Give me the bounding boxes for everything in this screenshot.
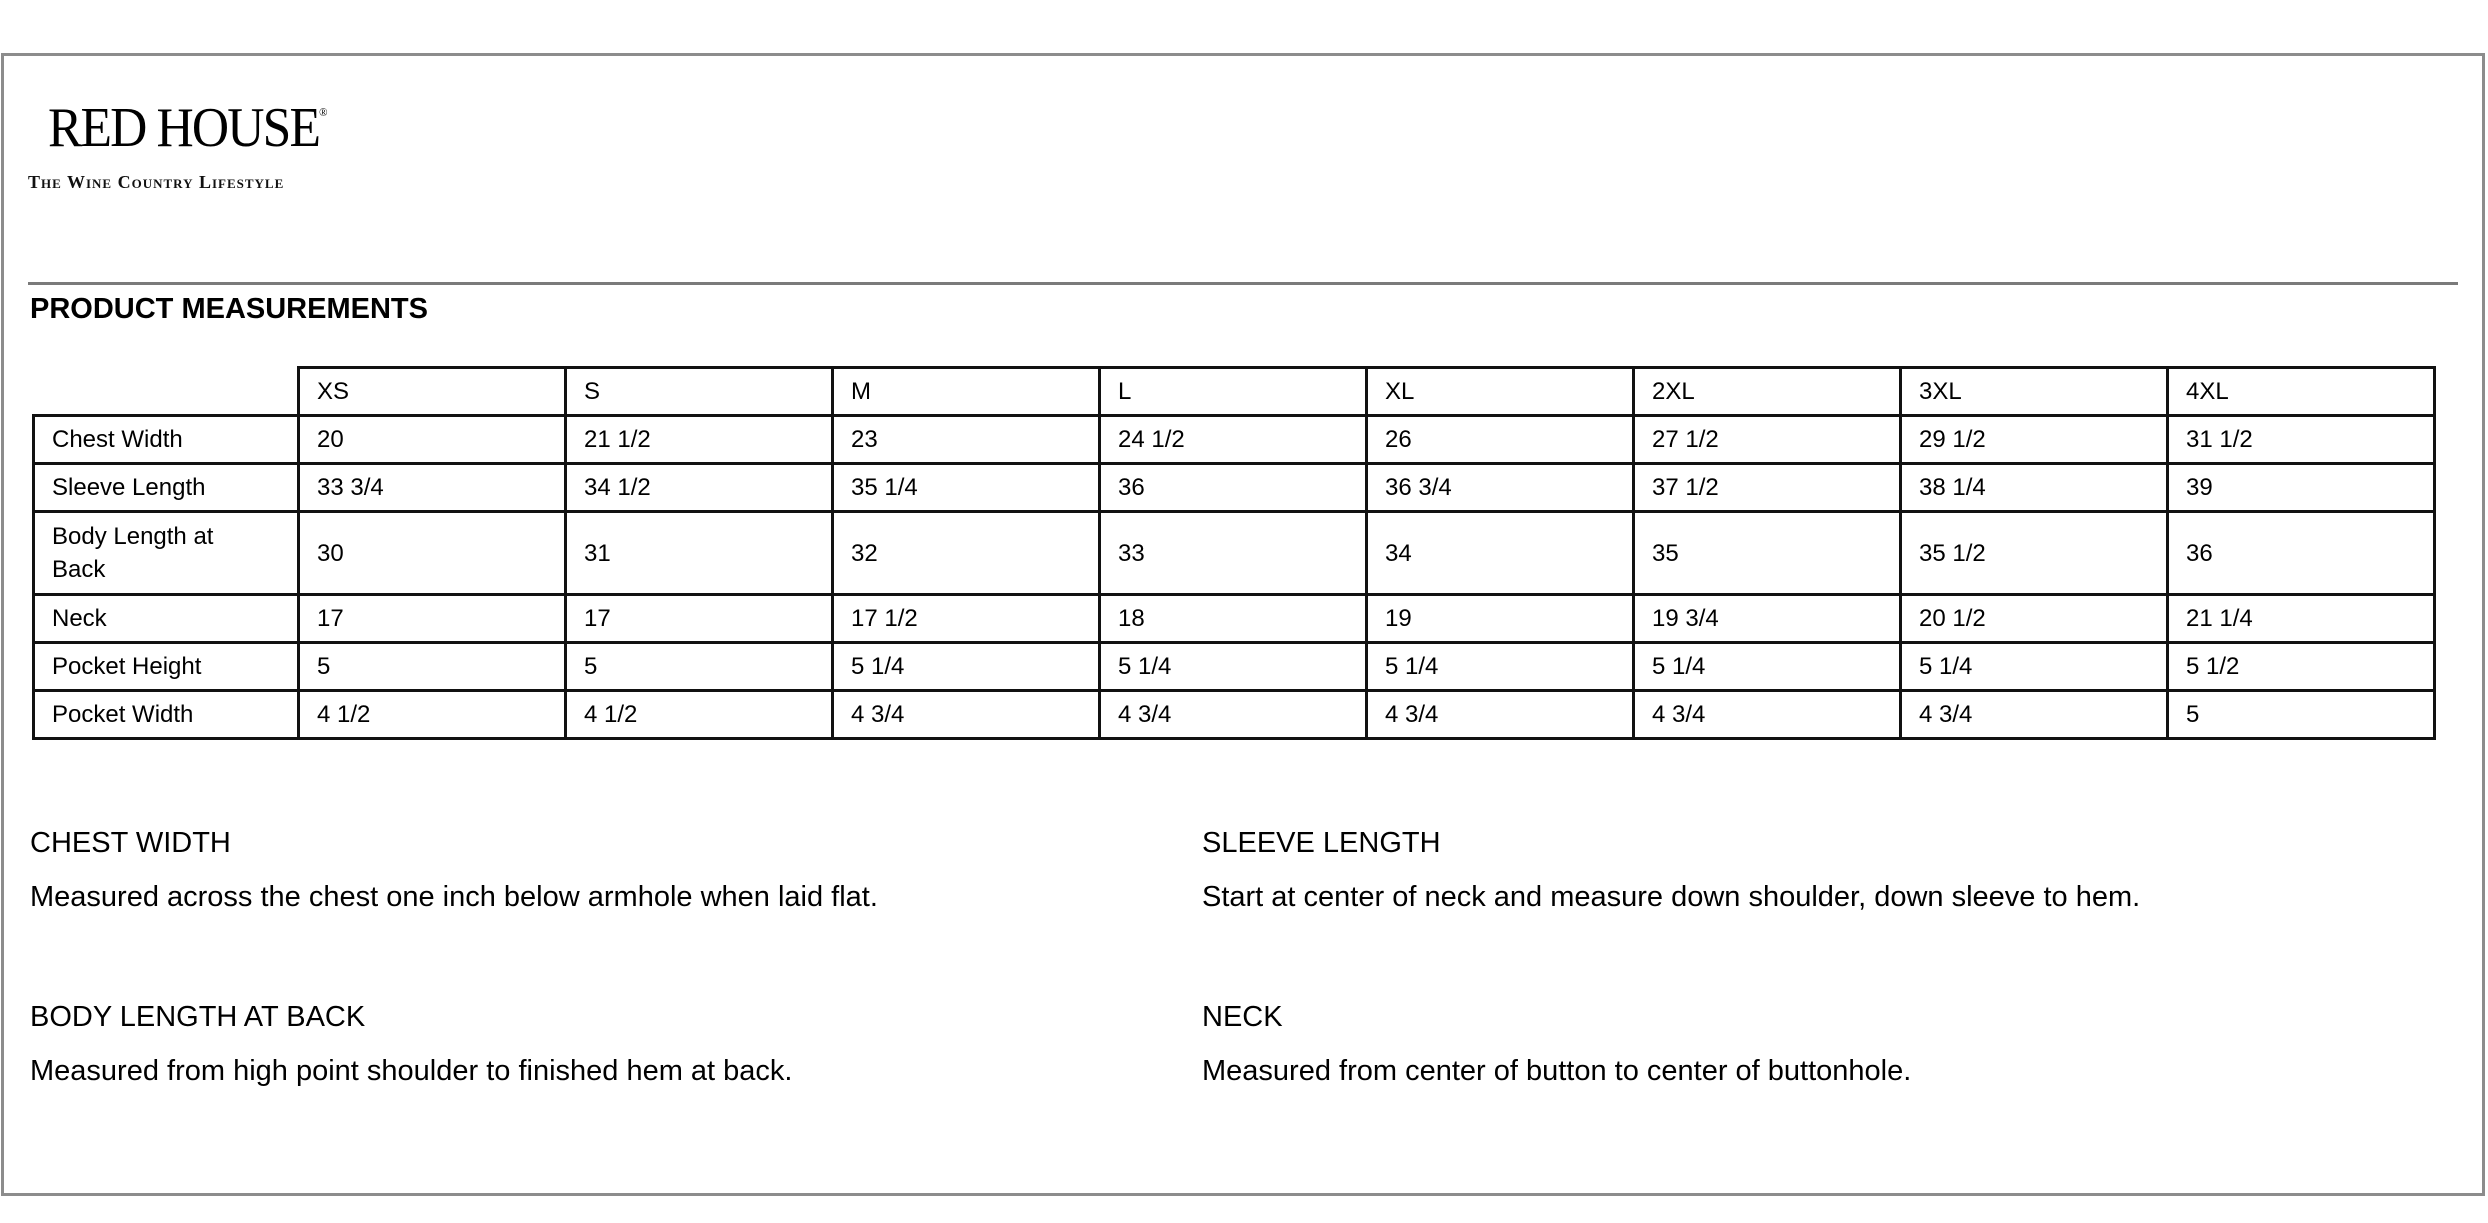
logo-wordmark-text: RED HOUSE [48,97,320,159]
section-title: PRODUCT MEASUREMENTS [30,293,428,325]
table-cell: 4 3/4 [1901,691,2168,739]
table-cell: 31 [566,512,833,595]
table-row [34,643,2435,691]
sleeve-length-description [1202,828,2302,914]
table-cell: 5 1/4 [1634,643,1901,691]
registered-mark: ® [319,105,328,119]
column-header: L [1100,368,1367,416]
table-cell: 38 1/4 [1901,464,2168,512]
logo-wordmark [48,97,328,159]
neck-description [1202,1002,2302,1088]
table-cell: 5 [566,643,833,691]
table-cell: 33 [1100,512,1367,595]
column-header: M [833,368,1100,416]
table-cell: 30 [299,512,566,595]
table-cell: 4 3/4 [1100,691,1367,739]
table-cell: 4 1/2 [299,691,566,739]
table-cell: 5 [2168,691,2435,739]
table-cell: 17 [299,595,566,643]
row-label: Neck [34,595,299,643]
table-cell: 31 1/2 [2168,416,2435,464]
body-length-description [30,1002,1130,1088]
table-cell: 23 [833,416,1100,464]
table-cell: 26 [1367,416,1634,464]
table-cell: 5 [299,643,566,691]
table-cell: 5 1/4 [1367,643,1634,691]
table-cell: 33 3/4 [299,464,566,512]
table-cell: 4 3/4 [1634,691,1901,739]
table-cell: 4 3/4 [1367,691,1634,739]
table-cell: 32 [833,512,1100,595]
description-text: Measured from center of button to center of buttonhole. [1202,1054,1912,1087]
row-label: Body Length at Back [34,512,299,595]
column-header: 3XL [1901,368,2168,416]
table-corner-cell [34,368,299,416]
column-header: XL [1367,368,1634,416]
table-cell: 36 3/4 [1367,464,1634,512]
table-row [34,691,2435,739]
table-cell: 5 1/4 [1100,643,1367,691]
table-cell: 5 1/2 [2168,643,2435,691]
table-cell: 4 1/2 [566,691,833,739]
table-cell: 35 1/4 [833,464,1100,512]
table-cell: 19 3/4 [1634,595,1901,643]
description-heading: CHEST WIDTH [30,827,231,859]
description-text: Measured across the chest one inch below armhole when laid flat. [30,880,878,913]
table-cell: 27 1/2 [1634,416,1901,464]
description-heading: SLEEVE LENGTH [1202,827,1441,859]
row-label: Pocket Width [34,691,299,739]
row-label: Pocket Height [34,643,299,691]
table-cell: 35 1/2 [1901,512,2168,595]
table-cell: 35 [1634,512,1901,595]
table-cell: 39 [2168,464,2435,512]
column-header: XS [299,368,566,416]
row-label: Chest Width [34,416,299,464]
table-cell: 24 1/2 [1100,416,1367,464]
table-header-row [34,368,2435,416]
table-cell: 5 1/4 [833,643,1100,691]
table-cell: 36 [1100,464,1367,512]
description-text: Start at center of neck and measure down shoulder, down sleeve to hem. [1202,880,2141,913]
description-text: Measured from high point shoulder to finished hem at back. [30,1054,793,1087]
table-cell: 18 [1100,595,1367,643]
table-cell: 21 1/2 [566,416,833,464]
header-divider [28,282,2458,285]
table-cell: 36 [2168,512,2435,595]
table-row [34,416,2435,464]
table-cell: 17 [566,595,833,643]
table-cell: 4 3/4 [833,691,1100,739]
table-cell: 34 1/2 [566,464,833,512]
table-row [34,595,2435,643]
chest-width-description [30,828,1130,914]
table-cell: 20 [299,416,566,464]
table-cell: 5 1/4 [1901,643,2168,691]
table-row [34,464,2435,512]
table-cell: 20 1/2 [1901,595,2168,643]
description-heading: BODY LENGTH AT BACK [30,1001,366,1033]
table-cell: 21 1/4 [2168,595,2435,643]
column-header: 2XL [1634,368,1901,416]
table-cell: 17 1/2 [833,595,1100,643]
column-header: S [566,368,833,416]
description-heading: NECK [1202,1001,1283,1033]
brand-logo [28,97,352,193]
column-header: 4XL [2168,368,2435,416]
table-cell: 29 1/2 [1901,416,2168,464]
measurements-table [32,366,2436,740]
row-label: Sleeve Length [34,464,299,512]
table-cell: 19 [1367,595,1634,643]
table-row [34,512,2435,595]
table-cell: 34 [1367,512,1634,595]
logo-tagline: The Wine Country Lifestyle [28,172,285,192]
table-cell: 37 1/2 [1634,464,1901,512]
